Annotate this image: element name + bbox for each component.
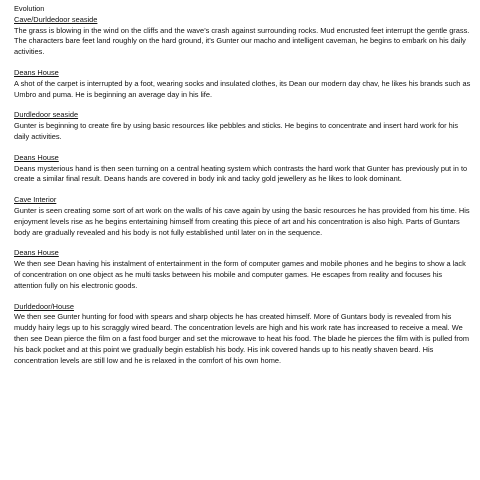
scene-heading: Deans House (14, 152, 59, 162)
scene-cave-durldedoor-seaside (14, 15, 472, 58)
scene-text: Gunter is beginning to create fire by using basic resources like pebbles and sticks. He begins to concentrate and insert hard work for his daily activities. (14, 121, 459, 141)
scene-text: A shot of the carpet is interrupted by a foot, wearing socks and insulated clothes, its Dean our modern day chav, he likes his brands such as Umbro and puma. He is beginning an average day in his life. (14, 78, 471, 99)
scene-heading: Deans House (14, 248, 59, 258)
scene-text: Gunter is seen creating some sort of art work on the walls of his cave again by using the basic resources he has provided from his time. His enjoyment levels rise as he begins entertaining himself from creating this piece of art and his concentration is also high. Parts of Guntars body are gradually revealed and his body is not fully established until later on in the sequence. (14, 205, 470, 237)
scene-deans-house-1 (14, 68, 472, 100)
scene-heading: Cave/Durldedoor seaside (14, 14, 98, 24)
scene-heading: Deans House (14, 67, 59, 77)
scene-heading: Cave Interior (14, 195, 57, 205)
document-title: Evolution (14, 4, 45, 13)
scene-text: Deans mysterious hand is then seen turning on a central heating system which contrasts the hard work that Gunter has previously put in to create a similar final result. Deans hands are covered in body ink and tacky gold jewellery as he likes to look dominant. (14, 163, 468, 184)
scene-text: We then see Dean having his instalment of entertainment in the form of computer games and mobile phones and he begins to show a lack of concentration on one object as he multi tasks between his mobile and computer games. He escapes from reality and focuses his attention fully on his electronic goods. (14, 259, 466, 290)
scene-cave-interior (14, 195, 472, 238)
scene-deans-house-2 (14, 153, 472, 185)
scene-durdledoor-seaside (14, 110, 472, 142)
scene-deans-house-3 (14, 248, 472, 291)
scene-durldedoor-house (14, 302, 472, 367)
scene-text: The grass is blowing in the wind on the cliffs and the wave’s crash against surrounding rocks. Mud encrusted feet interrupt the gentle grass. The characters bare feet land roughly on the hard ground, it’s Gunter our macho and intelligent caveman, he begins to embark on his daily activities. (14, 25, 470, 57)
scene-text: We then see Gunter hunting for food with spears and sharp objects he has created himself. More of Guntars body is revealed from his muddy hairy legs up to his scraggly wired beard. The concentration levels are high and his work rate has increased to receive a meal. We then see Dean pierce the film on a fast food burger and set the microwave to heat his food. The blade he pierces the film with is pulled from his back pocket and at this point we gradually begin establish his body. His ink covered hands up to his neatly shaven beard. His concentration levels are still low and he is relaxed in the comfort of his own home. (14, 312, 470, 365)
scene-heading: Durldedoor/House (14, 301, 74, 311)
scene-heading: Durdledoor seaside (14, 110, 79, 120)
